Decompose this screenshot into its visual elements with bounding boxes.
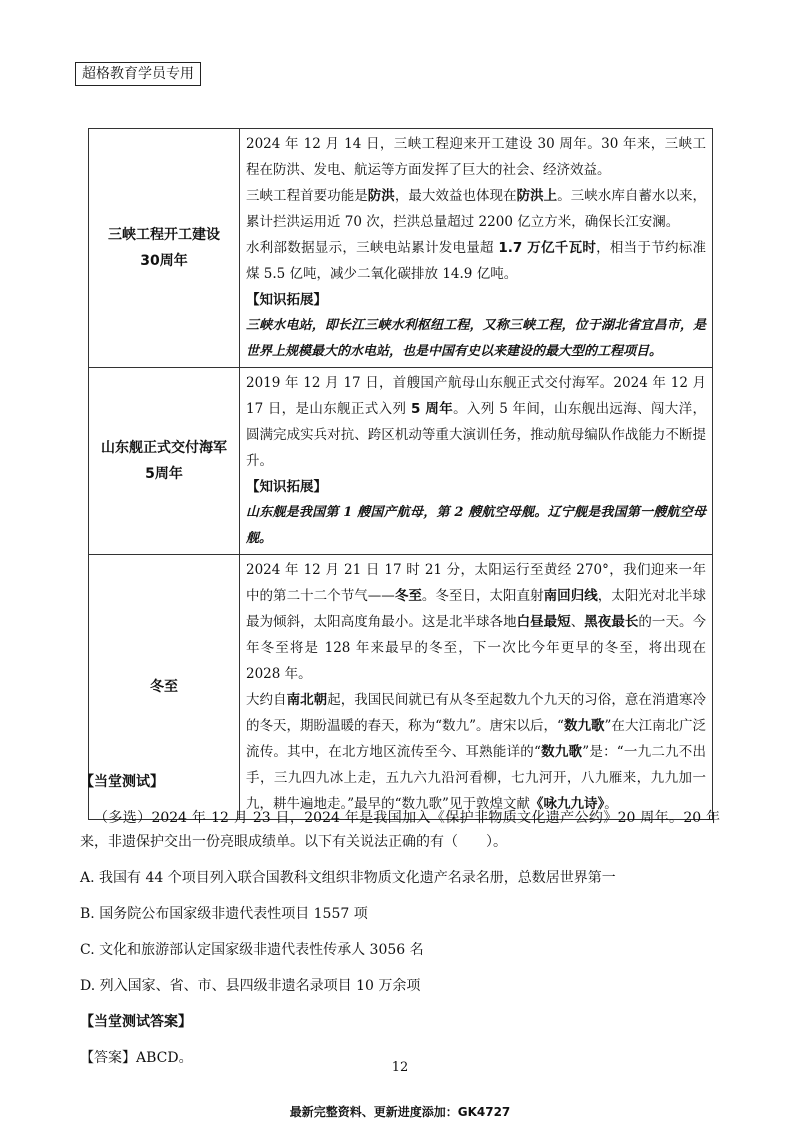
text-run: 、 (570, 614, 585, 630)
content-cell (240, 129, 713, 368)
quiz-option: D. 列入国家、省、市、县四级非遗名录项目 10 万余项 (80, 978, 421, 994)
quiz-title: 【当堂测试】 (80, 774, 164, 790)
bold-text: 防洪上 (516, 188, 558, 204)
content-paragraph (246, 557, 706, 687)
content-paragraph (246, 131, 706, 183)
topic-line: 30周年 (140, 253, 188, 269)
answer-text: 【答案】ABCD。 (80, 1050, 193, 1066)
bold-text: 黑夜最长 (584, 614, 639, 630)
bold-text: 南回归线 (543, 588, 598, 604)
table-row (89, 368, 713, 555)
bold-text: 防洪 (367, 188, 395, 204)
text-run: ，最大效益也体现在 (394, 188, 517, 204)
bold-text: 5 周年 (410, 401, 454, 417)
text-run: 2024 年 12 月 21 日 17 时 21 分，太阳运行至黄经 270°，我们迎来一年中的第二十二个节气—— (246, 562, 706, 604)
footer-note: 最新完整资料、更新进度添加：GK4727 (289, 1105, 511, 1119)
page-number: 12 (391, 1060, 409, 1075)
bold-text: 数九歌 (563, 718, 605, 734)
text-run: ，相当于节约标准煤 5.5 亿吨，减少二氧化碳排放 14.9 亿吨。 (246, 240, 707, 282)
table-row (89, 129, 713, 368)
text-run: 2019 年 12 月 17 日，首艘国产航母山东舰正式交付海军。2024 年 12 月 17 日，是山东舰正式入列 (246, 375, 706, 417)
bold-text: 白昼最短 (516, 614, 571, 630)
quiz-question: （多选）2024 年 12 月 23 日，2024 年是我国加入《保护非物质文化遗产公约》20 周年。20 年来，非遗保护交出一份亮眼成绩单。以下有关说法正确的有（ ）。 (80, 810, 720, 850)
bold-text: 《咏九九诗》 (529, 796, 605, 812)
topic-line: 5周年 (145, 466, 183, 482)
news-table (88, 128, 713, 820)
topic-line: 三峡工程开工建设 (108, 227, 220, 243)
content-paragraphs (246, 370, 706, 474)
text-run: 三峡工程首要功能是 (246, 188, 368, 204)
topic-line: 冬至 (150, 679, 178, 695)
text-run: 。 (604, 796, 618, 812)
quiz-option: B. 国务院公布国家级非遗代表性项目 1557 项 (80, 906, 368, 922)
header-label: 超格教育学员专用 (75, 62, 201, 86)
text-run: 。冬至日，太阳直射 (421, 588, 544, 604)
extension-text: 三峡水电站，即长江三峡水利枢纽工程，又称三峡工程，位于湖北省宜昌市，是世界上规模最大的水电站，也是中国有史以来建设的最大型的工程项目。 (246, 318, 706, 359)
bold-text: 冬至 (394, 588, 422, 604)
extension-title: 【知识拓展】 (246, 292, 327, 308)
text-run: ”在大江南北广泛流传。其中，在北方地区流传至今、耳熟能详的“ (246, 718, 706, 760)
quiz-option: A. 我国有 44 个项目列入联合国教科文组织非物质文化遗产名录名册，总数居世界第一 (80, 870, 616, 886)
bold-text: 数九歌 (540, 744, 583, 760)
bold-text: 南北朝 (286, 692, 328, 708)
text-run: 起，我国民间就已有从冬至起数九个九天的习俗，意在消遣寒冷的冬天，期盼温暖的春天，称为“数九”。唐宋以后，“ (246, 692, 707, 734)
extension-title: 【知识拓展】 (246, 479, 327, 495)
extension-text: 山东舰是我国第 1 艘国产航母，第 2 艘航空母舰。辽宁舰是我国第一艘航空母舰。 (246, 505, 706, 546)
topic-line: 山东舰正式交付海军 (101, 440, 227, 456)
text-run: 2024 年 12 月 14 日，三峡工程迎来开工建设 30 周年。30 年来，三峡工程在防洪、发电、航运等方面发挥了巨大的社会、经济效益。 (246, 136, 706, 178)
text-run: 的一天。今年冬至将是 128 年来最早的冬至，下一次比今年更早的冬至，将出现在 2028 年。 (246, 614, 707, 682)
content-paragraph (246, 183, 706, 235)
quiz-option: C. 文化和旅游部认定国家级非遗代表性传承人 3056 名 (80, 942, 424, 958)
topic-cell (89, 129, 240, 368)
content-cell (240, 368, 713, 555)
bold-text: 1.7 万亿千瓦时 (498, 240, 597, 256)
topic-cell (89, 368, 240, 555)
content-paragraphs (246, 131, 706, 287)
text-run: ，太阳光对北半球最为倾斜，太阳高度角最小。这是北半球各地 (246, 588, 706, 630)
text-run: ”是：“一九二九不出手，三九四九冰上走，五九六九沿河看柳，七九河开，八九雁来，九九加一九，耕牛遍地走。”最早的“数九歌”见于敦煌文献 (246, 744, 706, 812)
text-run: 。入列 5 年间，山东舰出远海、闯大洋，圆满完成实兵对抗、跨区机动等重大演训任务，推动航母编队作战能力不断提升。 (246, 401, 707, 469)
text-run: 。三峡水库自蓄水以来，累计拦洪运用近 70 次，拦洪总量超过 2200 亿立方米，确保长江安澜。 (246, 188, 707, 230)
answer-title: 【当堂测试答案】 (80, 1014, 192, 1030)
quiz-section (80, 770, 720, 1070)
content-paragraph (246, 235, 706, 287)
content-paragraph (246, 370, 706, 474)
text-run: 水利部数据显示，三峡电站累计发电量超 (246, 240, 499, 256)
text-run: 大约自 (246, 692, 287, 708)
